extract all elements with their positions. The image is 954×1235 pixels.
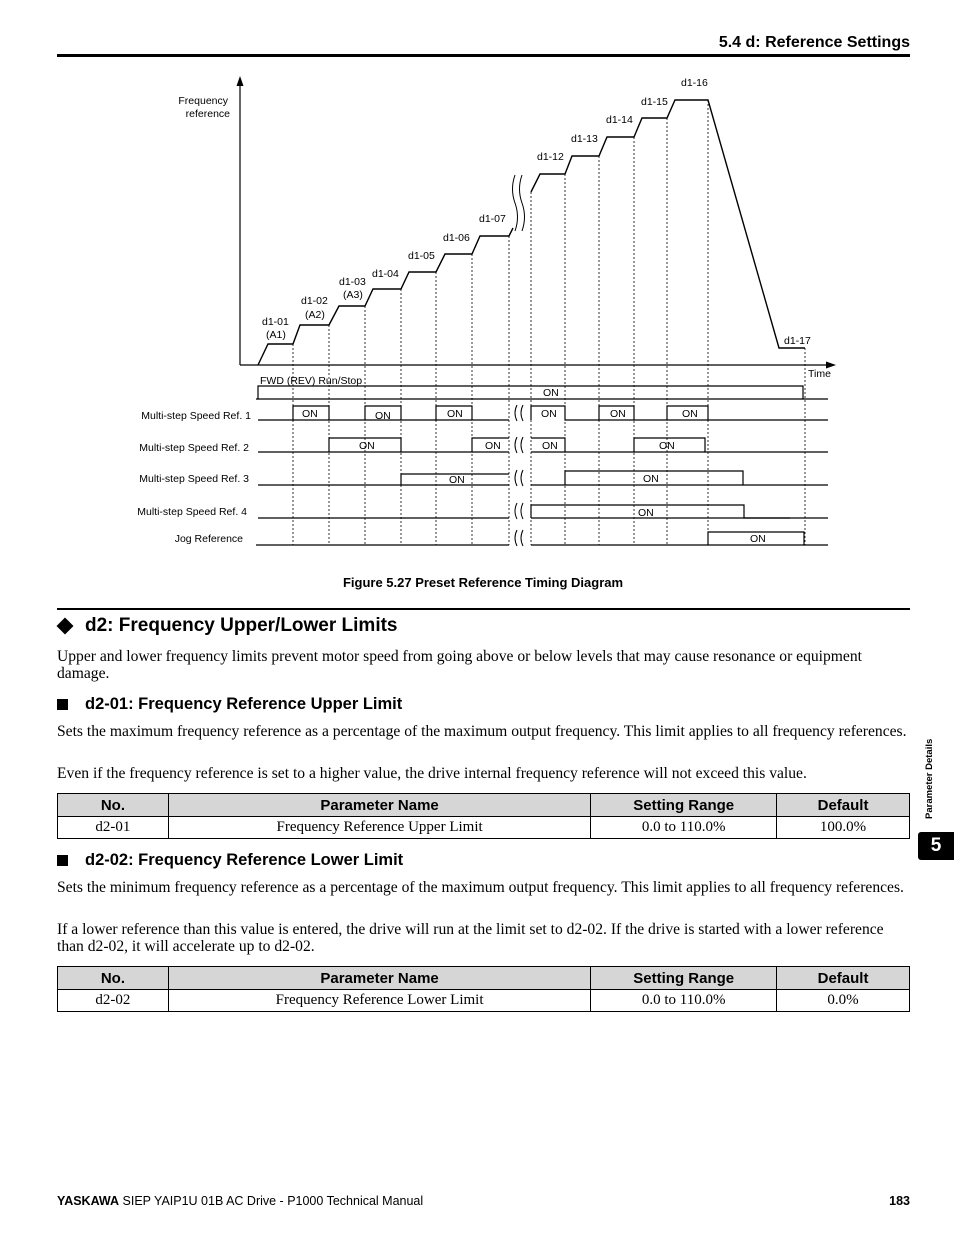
on-label: ON xyxy=(750,533,766,545)
table-cell: d2-02 xyxy=(58,990,169,1012)
page-header-title: 5.4 d: Reference Settings xyxy=(718,34,910,51)
y-axis-label-2: reference xyxy=(185,108,230,120)
table-cell: 0.0 to 110.0% xyxy=(591,817,777,839)
param-lower-para2: If a lower reference than this value is entered, the drive will run at the limit set to d2-02. If the drive is started with a lower reference than d2-02, it will accelerate up to d2-02. xyxy=(57,921,884,955)
step-label: d1-16 xyxy=(681,77,708,89)
footer-manual-title: SIEP YAIP1U 01B AC Drive - P1000 Technical Manual xyxy=(119,1194,424,1208)
on-label: ON xyxy=(610,408,626,420)
step-label: d1-01 xyxy=(262,316,289,328)
step-label: d1-13 xyxy=(571,133,598,145)
table-header: No. xyxy=(58,794,169,817)
ms-ref2-signal xyxy=(258,438,509,452)
ms-ref3-signal-continued xyxy=(531,471,828,485)
step-label: d1-03 xyxy=(339,276,366,288)
on-label: ON xyxy=(659,440,675,452)
side-tab-label-text: Parameter Details xyxy=(924,738,935,819)
param-upper-heading xyxy=(57,695,402,714)
figure-caption: Figure 5.27 Preset Reference Timing Diagram xyxy=(342,575,624,590)
signal-label: Multi-step Speed Ref. 1 xyxy=(141,410,251,422)
table-row xyxy=(58,990,910,1012)
chapter-tab: 5 xyxy=(918,832,954,860)
square-bullet-icon xyxy=(57,855,68,866)
ms-ref4-signal-continued xyxy=(531,505,828,518)
param-lower-para1: Sets the minimum frequency reference as a percentage of the maximum output frequency. This limit applies to all frequency references. xyxy=(57,879,904,896)
table-cell: 0.0% xyxy=(777,990,910,1012)
table-header: No. xyxy=(58,967,169,990)
step-label: d1-07 xyxy=(479,213,506,225)
table-cell: 0.0 to 110.0% xyxy=(591,990,777,1012)
step-label: d1-15 xyxy=(641,96,668,108)
on-label: ON xyxy=(359,440,375,452)
param-lower-table xyxy=(57,966,910,1012)
y-axis-label: Frequency xyxy=(178,95,228,107)
table-header: Parameter Name xyxy=(168,794,590,817)
on-label: ON xyxy=(542,440,558,452)
footer-manual xyxy=(57,1194,423,1208)
step-label: d1-02 xyxy=(301,295,328,307)
step-label: d1-04 xyxy=(372,268,399,280)
table-cell: Frequency Reference Upper Limit xyxy=(168,817,590,839)
on-label: ON xyxy=(682,408,698,420)
ms-ref2-signal-continued xyxy=(531,438,828,452)
param-upper-table xyxy=(57,793,910,839)
table-header: Default xyxy=(777,794,910,817)
table-row xyxy=(58,817,910,839)
on-label: ON xyxy=(485,440,501,452)
section-rule xyxy=(57,608,910,610)
on-label: ON xyxy=(543,387,559,399)
param-upper-heading-text: d2-01: Frequency Reference Upper Limit xyxy=(85,695,403,713)
step-label: d1-05 xyxy=(408,250,435,262)
section-intro: Upper and lower frequency limits prevent motor speed from going above or below levels that may cause resonance or equipment damage. xyxy=(57,648,862,682)
signal-label: Multi-step Speed Ref. 2 xyxy=(139,442,249,454)
signal-label: Jog Reference xyxy=(174,533,243,545)
on-label: ON xyxy=(638,507,654,519)
step-label: d1-06 xyxy=(443,232,470,244)
step-label: (A1) xyxy=(266,329,286,341)
on-label: ON xyxy=(449,474,465,486)
square-bullet-icon xyxy=(57,699,68,710)
on-label: ON xyxy=(447,408,463,420)
signal-label: FWD (REV) Run/Stop xyxy=(260,375,363,387)
step-label: (A2) xyxy=(305,309,325,321)
table-header: Setting Range xyxy=(591,967,777,990)
step-label: (A3) xyxy=(343,289,363,301)
section-heading-text: d2: Frequency Upper/Lower Limits xyxy=(85,615,398,636)
signal-label: Multi-step Speed Ref. 3 xyxy=(139,473,249,485)
param-lower-heading xyxy=(57,851,403,870)
section-heading xyxy=(57,615,398,637)
x-axis-label: Time xyxy=(808,368,831,380)
signal-label: Multi-step Speed Ref. 4 xyxy=(137,506,247,518)
ms-ref1-signal-continued xyxy=(531,406,828,420)
table-cell: 100.0% xyxy=(777,817,910,839)
param-lower-heading-text: d2-02: Frequency Reference Lower Limit xyxy=(85,851,404,869)
on-label: ON xyxy=(541,408,557,420)
frequency-curve xyxy=(258,228,513,365)
side-tab-label xyxy=(908,725,952,825)
step-label: d1-17 xyxy=(784,335,811,347)
on-label: ON xyxy=(375,410,391,422)
table-header: Setting Range xyxy=(591,794,777,817)
page-number: 183 xyxy=(889,1194,910,1208)
jog-signal-continued xyxy=(531,532,828,545)
table-cell: d2-01 xyxy=(58,817,169,839)
step-label: d1-12 xyxy=(537,151,564,163)
table-header: Default xyxy=(777,967,910,990)
run-stop-signal xyxy=(256,386,828,399)
param-upper-para2: Even if the frequency reference is set to a higher value, the drive internal frequency reference will not exceed this value. xyxy=(57,765,807,782)
on-label: ON xyxy=(302,408,318,420)
timing-diagram xyxy=(0,0,954,600)
table-header: Parameter Name xyxy=(168,967,590,990)
table-cell: Frequency Reference Lower Limit xyxy=(168,990,590,1012)
step-label: d1-14 xyxy=(606,114,633,126)
diamond-icon xyxy=(57,618,74,635)
on-label: ON xyxy=(643,473,659,485)
ms-ref3-signal xyxy=(258,474,509,485)
footer-brand: YASKAWA xyxy=(57,1194,120,1208)
param-upper-para1: Sets the maximum frequency reference as a percentage of the maximum output frequency. This limit applies to all frequency references. xyxy=(57,723,907,740)
